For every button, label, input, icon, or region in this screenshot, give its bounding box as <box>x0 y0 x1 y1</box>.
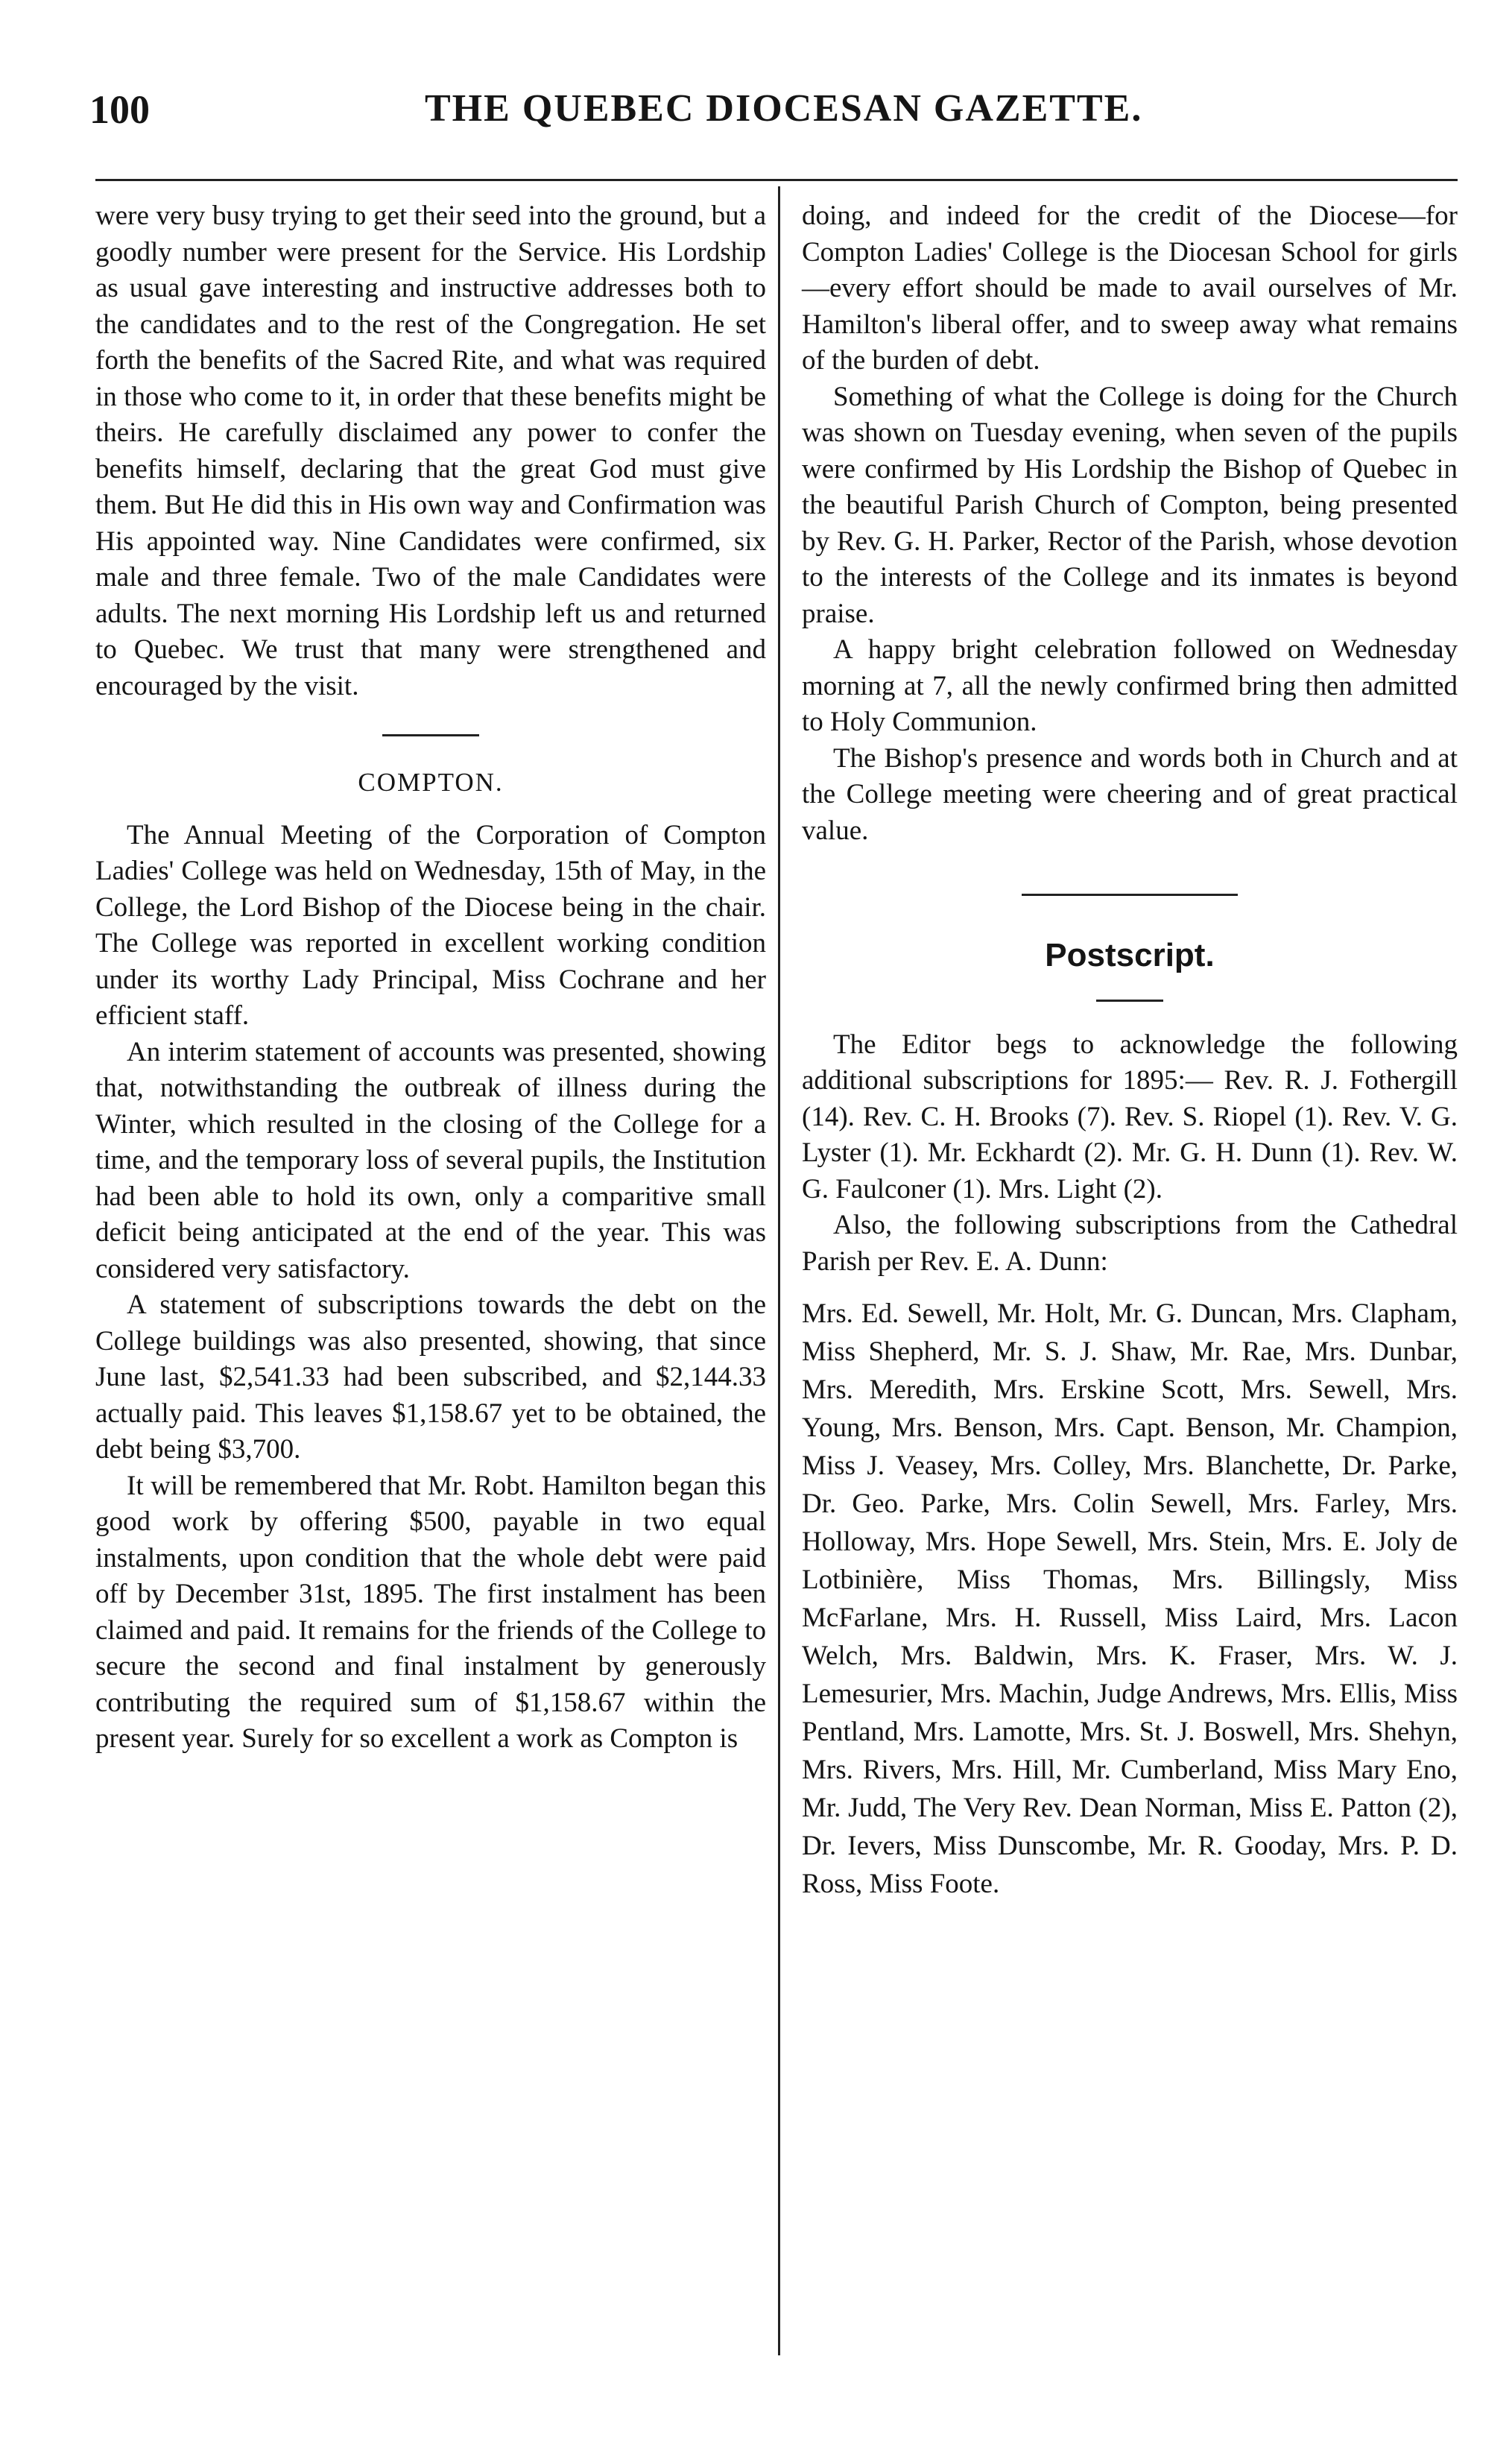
article-paragraph: were very busy trying to get their seed into the ground, but a goodly number were present for the Service. His Lordship as usual gave interesting and instructive addresses both to the candidates and to the rest of the Congregation. He set forth the benefits of the Sacred Rite, and what was required in those who come to it, in order that these benefits might be theirs. He carefully disclaimed any power to confer the benefits himself, declaring that the great God must give them. But He did this in His own way and Confirmation was His appointed way. Nine Candidates were confirmed, six male and three female. Two of the male Candidates were adults. The next morning His Lordship left us and returned to Quebec. We trust that many were strengthened and encouraged by the visit. <box>95 201 766 701</box>
article-paragraph: It will be remembered that Mr. Robt. Hamilton began this good work by offering $500, payable in two equal instalments, upon condition that the whole debt were paid off by December 31st, 1895. The first instalment has been claimed and paid. It remains for the friends of the College to secure the second and final instalment by generously contributing the required sum of $1,158.67 within the present year. Surely for so excellent a work as Compton is <box>95 1470 766 1754</box>
article-paragraph: An interim statement of accounts was presented, showing that, notwithstanding the outbreak of illness during the Winter, which resulted in the closing of the College for a time, and the temporary loss of several pupils, the Institution had been able to hold its own, only a comparitive small deficit being anticipated at the end of the year. This was considered very satisfactory. <box>95 1036 766 1284</box>
column-divider <box>778 186 780 2355</box>
section-divider <box>382 734 479 736</box>
article-paragraph: Also, the following subscriptions from the Cathedral Parish per Rev. E. A. Dunn: <box>802 1210 1458 1277</box>
page-title: THE QUEBEC DIOCESAN GAZETTE. <box>425 87 1143 130</box>
section-divider <box>1022 894 1238 896</box>
article-paragraph: The Bishop's presence and words both in Church and at the College meeting were cheering and of great practical value. <box>802 742 1458 846</box>
subscriber-list: Mrs. Ed. Sewell, Mr. Holt, Mr. G. Duncan, Mrs. Clapham, Miss Shepherd, Mr. S. J. Shaw, Mr. Rae, Mrs. Dunbar, Mrs. Meredith, Mrs. Erskine Scott, Mrs. Sewell, Mrs. Young, Mrs. Benson, Mrs. Capt. Benson, Mr. Champion, Miss J. Veasey, Mrs. Colley, Mrs. Blanchette, Dr. Parke, Dr. Geo. Parke, Mrs. Colin Sewell, Mrs. Farley, Mrs. Holloway, Mrs. Hope Sewell, Mrs. Stein, Mrs. E. Joly de Lotbinière, Miss Thomas, Mrs. Billingsly, Miss McFarlane, Mrs. H. Russell, Miss Laird, Mrs. Lacon Welch, Mrs. Baldwin, Mrs. K. Fraser, Mrs. W. J. Lemesurier, Mrs. Machin, Judge Andrews, Mrs. Ellis, Miss Pentland, Mrs. Lamotte, Mrs. St. J. Boswell, Mrs. Shehyn, Mrs. Rivers, Mrs. Hill, Mr. Cumberland, Miss Mary Eno, Mr. Judd, The Very Rev. Dean Norman, Miss E. Patton (2), Dr. Ievers, Miss Dunscombe, Mr. R. Gooday, Mrs. P. D. Ross, Miss Foote. <box>802 1298 1458 1899</box>
left-column <box>95 198 766 1758</box>
right-column <box>802 198 1458 1903</box>
article-paragraph: A statement of subscriptions towards the debt on the College buildings was also presented, showing, that since June last, $2,541.33 had been subscribed, and $2,144.33 actually paid. This leaves $1,158.67 yet to be obtained, the debt being $3,700. <box>95 1289 766 1465</box>
header-rule <box>95 179 1458 181</box>
article-paragraph: doing, and indeed for the credit of the Diocese—for Compton Ladies' College is the Diocesan School for girls—every effort should be made to avail ourselves of Mr. Hamilton's liberal offer, and to sweep away what remains of the burden of debt. <box>802 201 1458 376</box>
article-paragraph: The Annual Meeting of the Corporation of Compton Ladies' College was held on Wednesday, 15th of May, in the College, the Lord Bishop of the Diocese being in the chair. The College was reported in excellent working condition under its worthy Lady Principal, Miss Cochrane and her efficient staff. <box>95 819 766 1031</box>
page-number: 100 <box>89 87 150 132</box>
section-heading: COMPTON. <box>358 768 504 797</box>
postscript-heading: Postscript. <box>1045 937 1215 973</box>
article-paragraph: A happy bright celebration followed on Wednesday morning at 7, all the newly confirmed bring then admitted to Holy Communion. <box>802 634 1458 737</box>
page-header <box>89 80 1453 133</box>
article-paragraph: The Editor begs to acknowledge the following additional subscriptions for 1895:— Rev. R. J. Fothergill (14). Rev. C. H. Brooks (7). Rev. S. Riopel (1). Rev. V. G. Lyster (1). Mr. Eckhardt (2). Mr. G. H. Dunn (1). Rev. W. G. Faulconer (1). Mrs. Light (2). <box>802 1029 1458 1205</box>
section-divider <box>1096 1000 1163 1002</box>
article-paragraph: Something of what the College is doing for the Church was shown on Tuesday evening, when seven of the pupils were confirmed by His Lordship the Bishop of Quebec in the beautiful Parish Church of Compton, being presented by Rev. G. H. Parker, Rector of the Parish, whose devotion to the interests of the College and its inmates is beyond praise. <box>802 381 1458 629</box>
